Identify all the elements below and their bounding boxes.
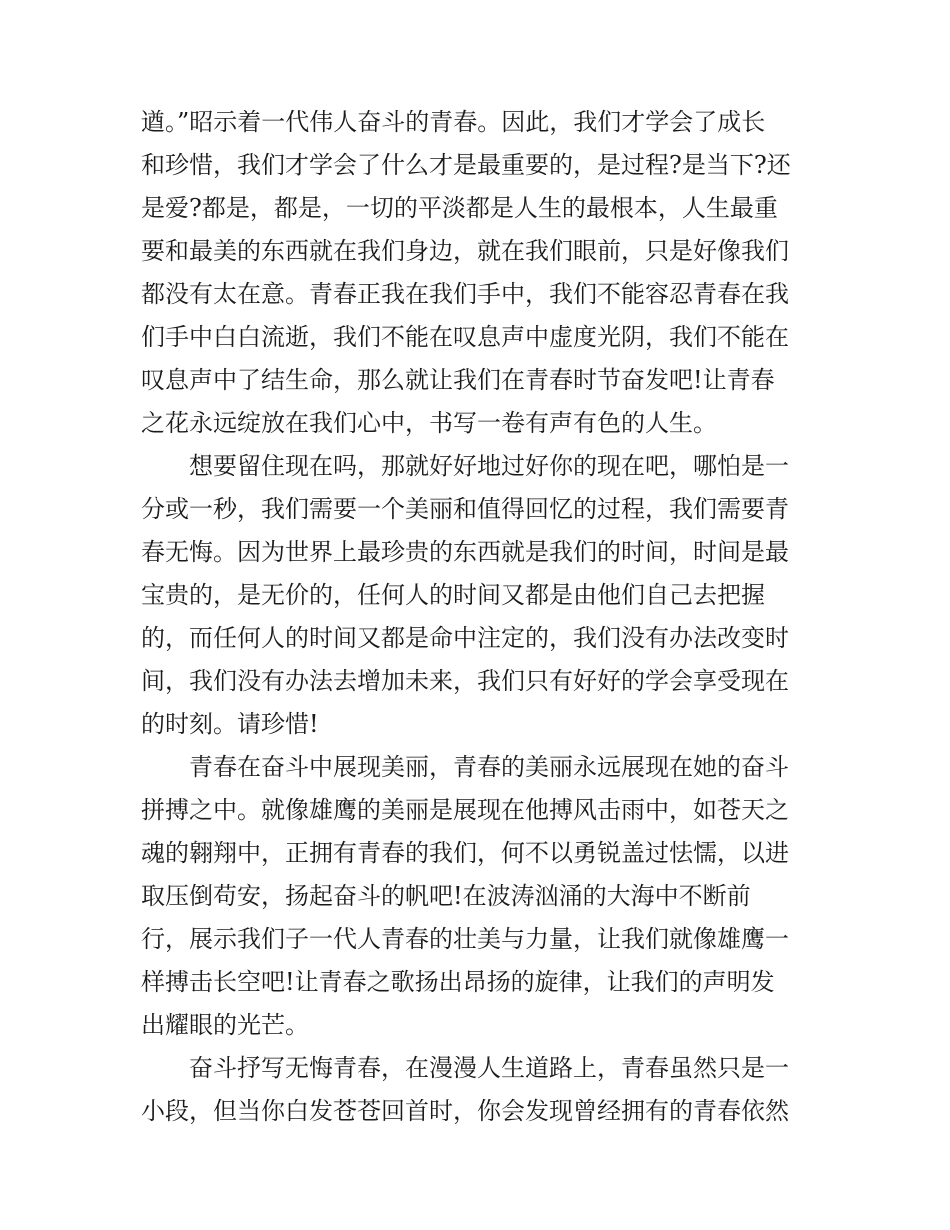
text-line: 是爱?都是，都是，一切的平淡都是人生的最根本，人生最重: [141, 194, 778, 222]
text-line: 样搏击长空吧!让青春之歌扬出昂扬的旋律，让我们的声明发: [141, 968, 775, 996]
text-line: 宝贵的，是无价的，任何人的时间又都是由他们自己去把握: [141, 581, 765, 609]
text-line: 取压倒苟安，扬起奋斗的帆吧!在波涛汹涌的大海中不断前: [141, 882, 751, 910]
text-line: 小段，但当你白发苍苍回首时，你会发现曾经拥有的青春依然: [141, 1097, 789, 1125]
text-line: 拼搏之中。就像雄鹰的美丽是展现在他搏风击雨中，如苍天之: [141, 796, 789, 824]
text-line: 魂的翱翔中，正拥有青春的我们，何不以勇锐盖过怯懦，以进: [141, 839, 789, 867]
text-line: 都没有太在意。青春正我在我们手中，我们不能容忍青春在我: [141, 280, 789, 308]
text-line: 叹息声中了结生命，那么就让我们在青春时节奋发吧!让青春: [141, 366, 775, 394]
text-line: 出耀眼的光芒。: [141, 1011, 309, 1039]
text-line: 的时刻。请珍惜!: [141, 710, 319, 738]
document-body: [141, 101, 813, 1133]
text-line: 想要留住现在吗，那就好好地过好你的现在吧，哪怕是一: [141, 452, 789, 480]
text-line: 们手中白白流逝，我们不能在叹息声中虚度光阴，我们不能在: [141, 323, 789, 351]
text-line: 的，而任何人的时间又都是命中注定的，我们没有办法改变时: [141, 624, 789, 652]
text-line: 和珍惜，我们才学会了什么才是最重要的，是过程?是当下?还: [141, 151, 791, 179]
text-line: 之花永远绽放在我们心中，书写一卷有声有色的人生。: [141, 409, 717, 437]
text-line: 春无悔。因为世界上最珍贵的东西就是我们的时间，时间是最: [141, 538, 789, 566]
text-line: 要和最美的东西就在我们身边，就在我们眼前，只是好像我们: [141, 237, 789, 265]
text-line: 分或一秒，我们需要一个美丽和值得回忆的过程，我们需要青: [141, 495, 789, 523]
text-line: 行，展示我们子一代人青春的壮美与力量，让我们就像雄鹰一: [141, 925, 789, 953]
text-line: 奋斗抒写无悔青春，在漫漫人生道路上，青春虽然只是一: [141, 1054, 789, 1082]
text-line: 遒。”昭示着一代伟人奋斗的青春。因此，我们才学会了成长: [141, 108, 766, 136]
text-line: 间，我们没有办法去增加未来，我们只有好好的学会享受现在: [141, 667, 789, 695]
text-line: 青春在奋斗中展现美丽，青春的美丽永远展现在她的奋斗: [141, 753, 789, 781]
